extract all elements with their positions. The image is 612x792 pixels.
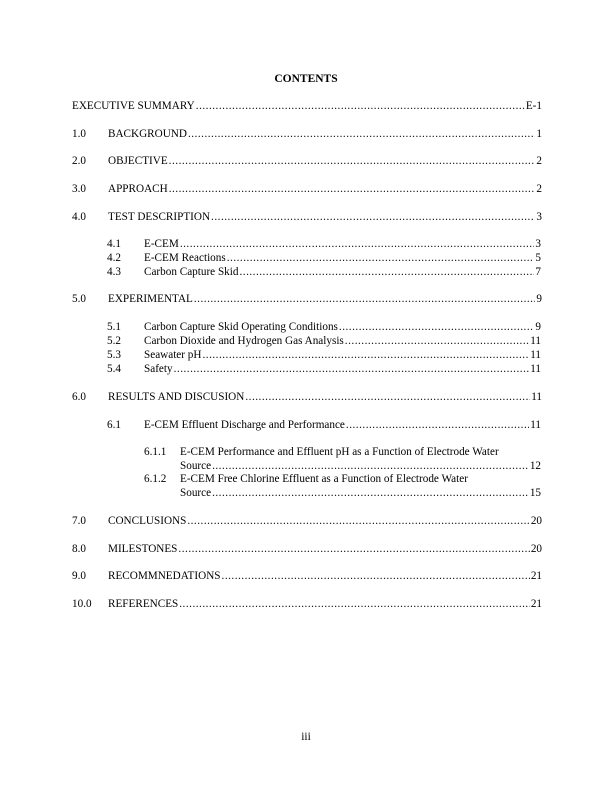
toc-number: 8.0 (72, 543, 86, 555)
toc-label: RECOMMNEDATIONS (108, 570, 221, 582)
toc-page: 21 (530, 598, 542, 610)
toc-page: 9 (535, 321, 541, 333)
contents-title: CONTENTS (274, 73, 338, 85)
toc-entry-section[interactable] (72, 543, 542, 555)
toc-label: MILESTONES (108, 543, 178, 555)
leader-dots (212, 487, 529, 499)
toc-number: 5.2 (107, 335, 121, 347)
toc-entry-section[interactable] (72, 515, 542, 527)
toc-label: RESULTS AND DISCUSION (108, 391, 245, 403)
toc-number: 3.0 (72, 183, 86, 195)
toc-number: 6.0 (72, 391, 86, 403)
toc-label: Seawater pH (144, 349, 202, 361)
toc-label: Safety (144, 363, 173, 375)
toc-entry-section[interactable] (72, 598, 542, 610)
toc-page: 20 (530, 515, 542, 527)
toc-number: 5.3 (107, 349, 121, 361)
toc-entry-section[interactable] (72, 128, 542, 140)
leader-dots (178, 543, 529, 555)
toc-label: E-CEM Effluent Discharge and Performance (144, 419, 345, 431)
leader-dots (239, 266, 534, 278)
toc-page: 7 (535, 266, 541, 278)
toc-label: E-CEM (144, 238, 179, 250)
toc-entry-subsubsection-line1[interactable] (144, 446, 499, 458)
toc-label: E-CEM Free Chlorine Effluent as a Function of Electrode Water (180, 473, 468, 485)
leader-dots (345, 335, 529, 347)
leader-dots (174, 363, 530, 375)
toc-page: 12 (529, 460, 541, 472)
toc-entry-section[interactable] (72, 211, 542, 223)
leader-dots (346, 419, 529, 431)
toc-number: 9.0 (72, 570, 86, 582)
toc-entry-section[interactable] (72, 391, 542, 403)
toc-page: 21 (530, 570, 542, 582)
toc-page: 3 (535, 238, 541, 250)
toc-entry-subsection[interactable] (107, 349, 541, 361)
leader-dots (211, 211, 535, 223)
toc-page: 9 (536, 293, 542, 305)
toc-label: APPROACH (108, 183, 168, 195)
leader-dots (194, 293, 536, 305)
toc-entry-subsection[interactable] (107, 321, 541, 333)
toc-label: TEST DESCRIPTION (108, 211, 211, 223)
leader-dots (169, 155, 536, 167)
toc-number: 6.1 (107, 419, 121, 431)
toc-entry-section[interactable] (72, 293, 542, 305)
toc-number: 5.1 (107, 321, 121, 333)
leader-dots (339, 321, 535, 333)
toc-page: 11 (531, 391, 542, 403)
leader-dots (202, 349, 529, 361)
toc-page: 5 (535, 252, 541, 264)
toc-entry-subsection[interactable] (107, 238, 541, 250)
toc-entry-subsubsection-line2[interactable] (180, 460, 541, 472)
leader-dots (222, 570, 530, 582)
toc-page: 2 (536, 155, 542, 167)
toc-entry-subsubsection-line1[interactable] (144, 473, 468, 485)
toc-page: 11 (530, 335, 541, 347)
page-number: iii (301, 731, 311, 743)
toc-entry-subsection[interactable] (107, 363, 541, 375)
toc-entry-subsubsection-line2[interactable] (180, 487, 541, 499)
leader-dots (245, 391, 530, 403)
toc-label: Carbon Dioxide and Hydrogen Gas Analysis (144, 335, 344, 347)
toc-entry-executive-summary[interactable] (72, 100, 542, 112)
leader-dots (169, 183, 536, 195)
toc-number: 5.0 (72, 293, 86, 305)
leader-dots (179, 598, 530, 610)
toc-label: EXPERIMENTAL (108, 293, 193, 305)
toc-number: 4.0 (72, 211, 86, 223)
leader-dots (188, 128, 535, 140)
toc-label: Carbon Capture Skid (144, 266, 239, 278)
toc-page: 1 (536, 128, 542, 140)
toc-label: E-CEM Performance and Effluent pH as a Function of Electrode Water (180, 446, 499, 458)
toc-number: 10.0 (72, 598, 92, 610)
toc-number: 5.4 (107, 363, 121, 375)
toc-number: 7.0 (72, 515, 86, 527)
toc-page: 15 (529, 487, 541, 499)
toc-number: 4.3 (107, 266, 121, 278)
toc-entry-subsection[interactable] (107, 252, 541, 264)
toc-number: 4.1 (107, 238, 121, 250)
toc-page: 11 (530, 363, 541, 375)
toc-page: 3 (536, 211, 542, 223)
toc-page: 2 (536, 183, 542, 195)
toc-entry-subsection[interactable] (107, 266, 541, 278)
toc-page: 20 (530, 543, 542, 555)
toc-page: E-1 (525, 100, 542, 112)
leader-dots (212, 460, 529, 472)
toc-label-continued: Source (180, 460, 212, 472)
toc-number: 1.0 (72, 128, 86, 140)
toc-entry-subsection[interactable] (107, 419, 541, 431)
toc-number: 6.1.2 (144, 473, 167, 485)
leader-dots (227, 252, 535, 264)
toc-number: 2.0 (72, 155, 86, 167)
toc-number: 4.2 (107, 252, 121, 264)
toc-label: CONCLUSIONS (108, 515, 187, 527)
toc-number: 6.1.1 (144, 446, 167, 458)
leader-dots (180, 238, 535, 250)
toc-entry-section[interactable] (72, 155, 542, 167)
toc-label: REFERENCES (108, 598, 179, 610)
toc-label: BACKGROUND (108, 128, 187, 140)
toc-entry-section[interactable] (72, 570, 542, 582)
leader-dots (187, 515, 529, 527)
toc-label: EXECUTIVE SUMMARY (72, 100, 195, 112)
toc-label-continued: Source (180, 487, 212, 499)
toc-entry-subsection[interactable] (107, 335, 541, 347)
leader-dots (196, 100, 525, 112)
toc-entry-section[interactable] (72, 183, 542, 195)
toc-page: 11 (530, 419, 541, 431)
toc-label: Carbon Capture Skid Operating Conditions (144, 321, 338, 333)
toc-label: OBJECTIVE (108, 155, 168, 167)
toc-page: 11 (530, 349, 541, 361)
toc-label: E-CEM Reactions (144, 252, 226, 264)
